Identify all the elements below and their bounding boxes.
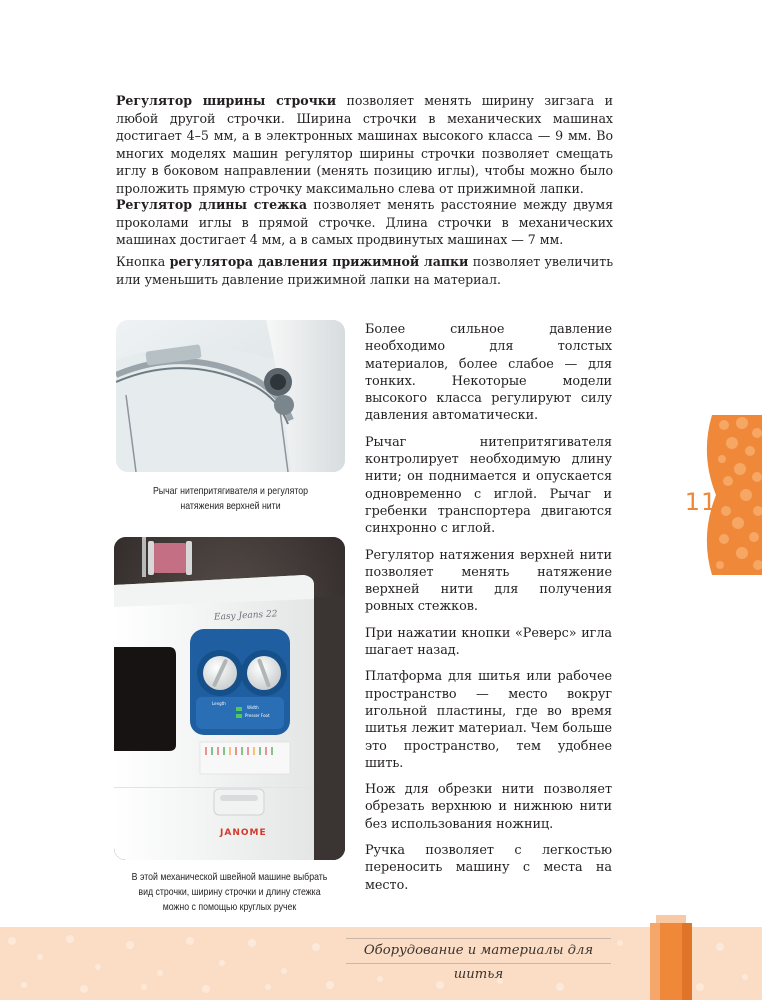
footer-section-title: Оборудование и материалы для шитья bbox=[346, 938, 611, 964]
term-presser-pressure: регулятора давления прижимной лапки bbox=[169, 254, 469, 269]
photo-sewing-machine bbox=[114, 537, 345, 860]
page-number: 11 bbox=[684, 488, 718, 516]
stitch-length-label: Length bbox=[212, 701, 226, 706]
term-stitch-width: Регулятор ширины строчки bbox=[116, 93, 337, 108]
column-paragraph-pressure: Более сильное давление необходимо для толстых материалов, более слабое — для тонких. Некоторые модели высокого класса регулируют силу давления автоматически. bbox=[365, 322, 612, 424]
column-paragraph-tension: Регулятор натяжения верхней нити позволяет менять натяжение верхней нити для получения ровных стежков. bbox=[365, 547, 612, 615]
paragraph-stitch-length: Регулятор длины стежка позволяет менять расстояние между двумя проколами иглы в прямой строчке. Длина строчки в механических машинах достигает 4 мм, а в самых продвинутых машинах — 7 мм. bbox=[116, 197, 613, 247]
take-up-lever-illustration bbox=[116, 320, 345, 472]
column-paragraph-thread-cutter: Нож для обрезки нити позволяет обрезать верхнюю и нижнюю нити без использования ножниц. bbox=[365, 782, 612, 832]
column-paragraph-reverse: При нажатии кнопки «Реверс» игла шагает назад. bbox=[365, 625, 612, 659]
thread-spool-graphic bbox=[636, 915, 706, 1000]
caption-photo-2: В этой механической швейной машине выбрать вид строчки, ширину строчки и длину стежка можно с помощью круглых ручек bbox=[131, 872, 328, 913]
photo-take-up-lever bbox=[116, 320, 345, 472]
paragraph-stitch-width: Регулятор ширины строчки позволяет менять ширину зигзага и любой другой строчки. Ширина строчки в механических машинах достигает 4–5 мм, а в электронных машинах высокого класса — 9 мм. Во многих моделях машин регулятор ширины строчки позволяет смещать иглу в боковом направлении (менять позицию иглы), чтобы можно было проложить прямую строчку максимально слева от прижимной лапки. bbox=[116, 93, 613, 196]
stitch-width-label: Width bbox=[247, 705, 259, 710]
caption-photo-1: Рычаг нитепритягивателя и регулятор натяжения верхней нити bbox=[152, 486, 309, 512]
term-stitch-length: Регулятор длины стежка bbox=[116, 197, 307, 212]
presser-foot-label: Presser Foot bbox=[245, 713, 270, 718]
brand-logo-label: JANOME bbox=[220, 828, 267, 838]
column-paragraph-take-up-lever: Рычаг нитепритягивателя контролирует необходимую длину нити; он поднимается и опускается одновременно с иглой. Рычаг и гребенки транспортера двигаются синхронно с иглой. bbox=[365, 434, 612, 537]
sewing-machine-illustration bbox=[114, 537, 345, 860]
column-paragraph-handle: Ручка позволяет с легкостью переносить машину с места на место. bbox=[365, 843, 612, 893]
right-column bbox=[365, 321, 612, 894]
paragraph-presser-foot-pressure: Кнопка регулятора давления прижимной лапки позволяет увеличить или уменьшить давление прижимной лапки на материал. bbox=[116, 254, 613, 287]
column-paragraph-platform: Платформа для шитья или рабочее пространство — место вокруг игольной пластины, где во время шитья лежит материал. Чем больше это пространство, тем удобнее шить. bbox=[365, 669, 612, 771]
machine-model-label: Easy Jeans 22 bbox=[213, 609, 278, 623]
